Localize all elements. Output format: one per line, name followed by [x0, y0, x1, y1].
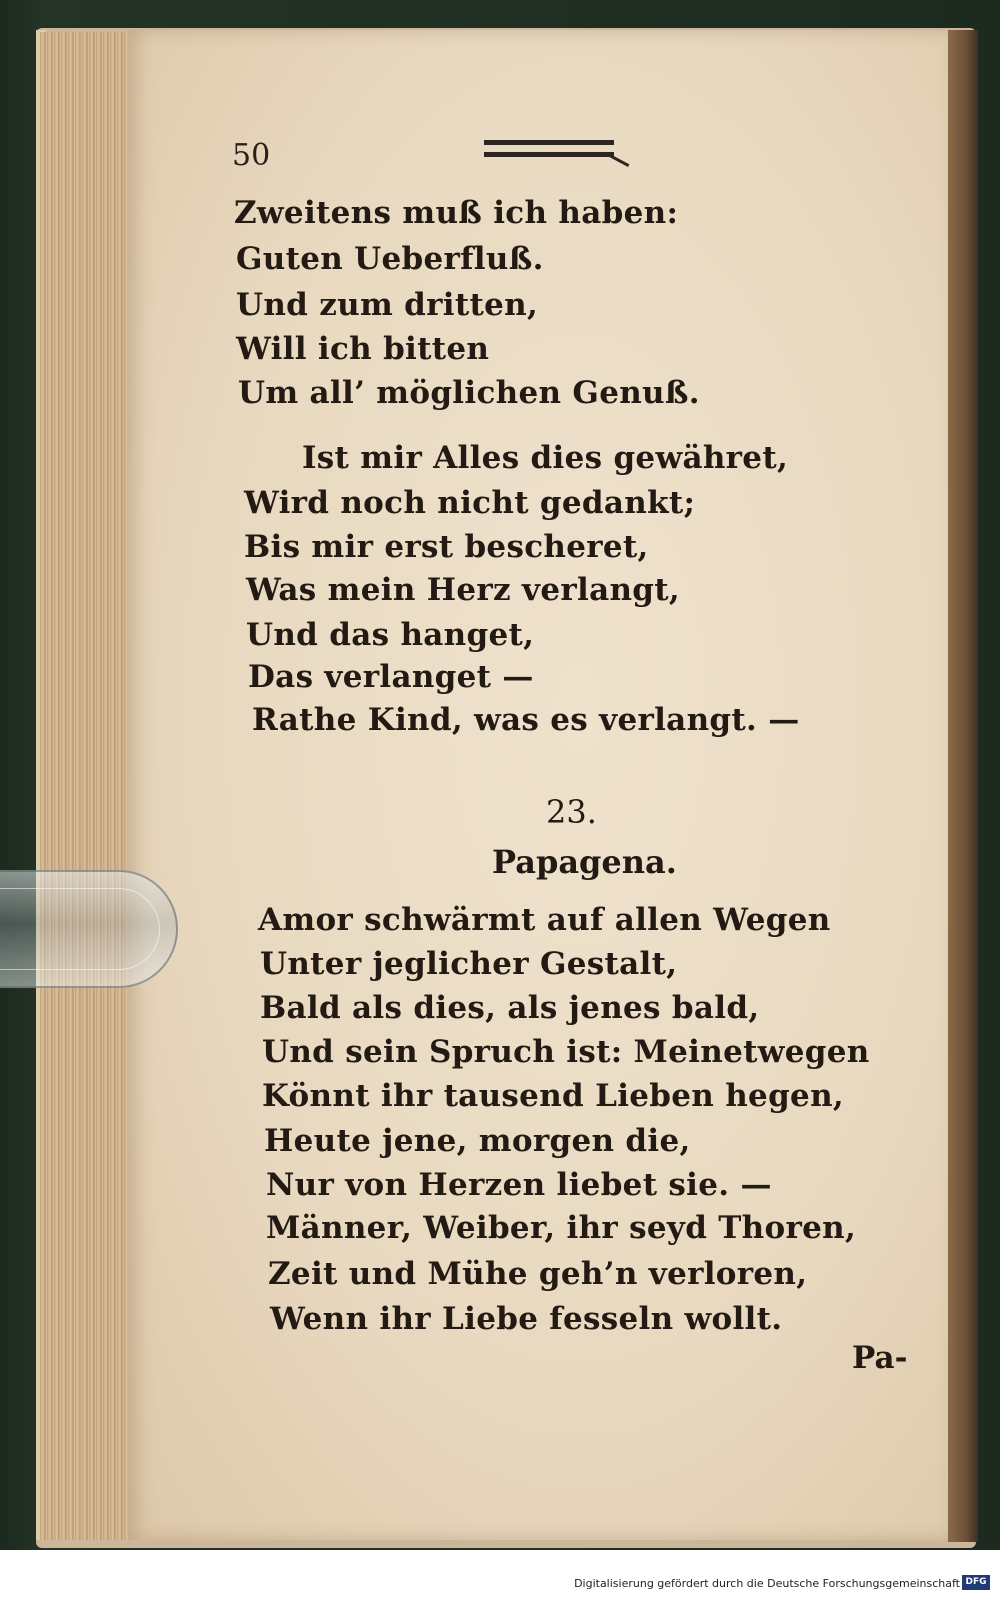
section-number: 23.	[546, 793, 597, 831]
verse-line: Wenn ihr Liebe fesseln wollt.	[270, 1301, 783, 1337]
verse-line: Zweitens muß ich haben:	[234, 195, 679, 231]
verse-line: Bald als dies, als jenes bald,	[260, 990, 760, 1026]
verse-line: Will ich bitten	[236, 331, 490, 367]
verse-line: Männer, Weiber, ihr seyd Thoren,	[266, 1210, 857, 1246]
verse-line: Heute jene, morgen die,	[264, 1123, 691, 1159]
verse-line: Wird noch nicht gedankt;	[244, 485, 696, 521]
verse-line: Rathe Kind, was es verlangt. —	[252, 702, 800, 738]
verse-line: Amor schwärmt auf allen Wegen	[258, 902, 831, 938]
book-right-edge	[948, 30, 978, 1542]
verse-line: Ist mir Alles dies gewähret,	[302, 440, 789, 476]
page-clip-highlight	[0, 888, 160, 970]
dfg-logo: DFG	[962, 1575, 990, 1590]
section-title: Papagena.	[492, 843, 677, 881]
verse-line: Nur von Herzen liebet sie. —	[266, 1167, 772, 1203]
verse-line: Könnt ihr tausend Lieben hegen,	[262, 1078, 845, 1114]
verse-line: Um all’ möglichen Genuß.	[238, 375, 700, 411]
verse-line: Was mein Herz verlangt,	[246, 572, 680, 608]
verse-line: Und zum dritten,	[236, 287, 539, 323]
page-number: 50	[232, 138, 271, 173]
verse-line: Zeit und Mühe geh’n verloren,	[268, 1256, 808, 1292]
verse-line: Und sein Spruch ist: Meinetwegen	[262, 1034, 870, 1070]
catchword: Pa-	[852, 1340, 908, 1376]
verse-line: Bis mir erst bescheret,	[244, 529, 649, 565]
verse-line: Guten Ueberfluß.	[236, 241, 544, 277]
header-rule	[484, 152, 614, 157]
verse-line: Das verlanget —	[248, 659, 534, 695]
page-edges	[40, 32, 135, 1540]
verse-line: Unter jeglicher Gestalt,	[260, 946, 678, 982]
verse-line: Und das hanget,	[246, 617, 535, 653]
header-rule	[484, 140, 614, 145]
footer-credit: Digitalisierung gefördert durch die Deutsche Forschungsgemeinschaft	[574, 1577, 960, 1590]
